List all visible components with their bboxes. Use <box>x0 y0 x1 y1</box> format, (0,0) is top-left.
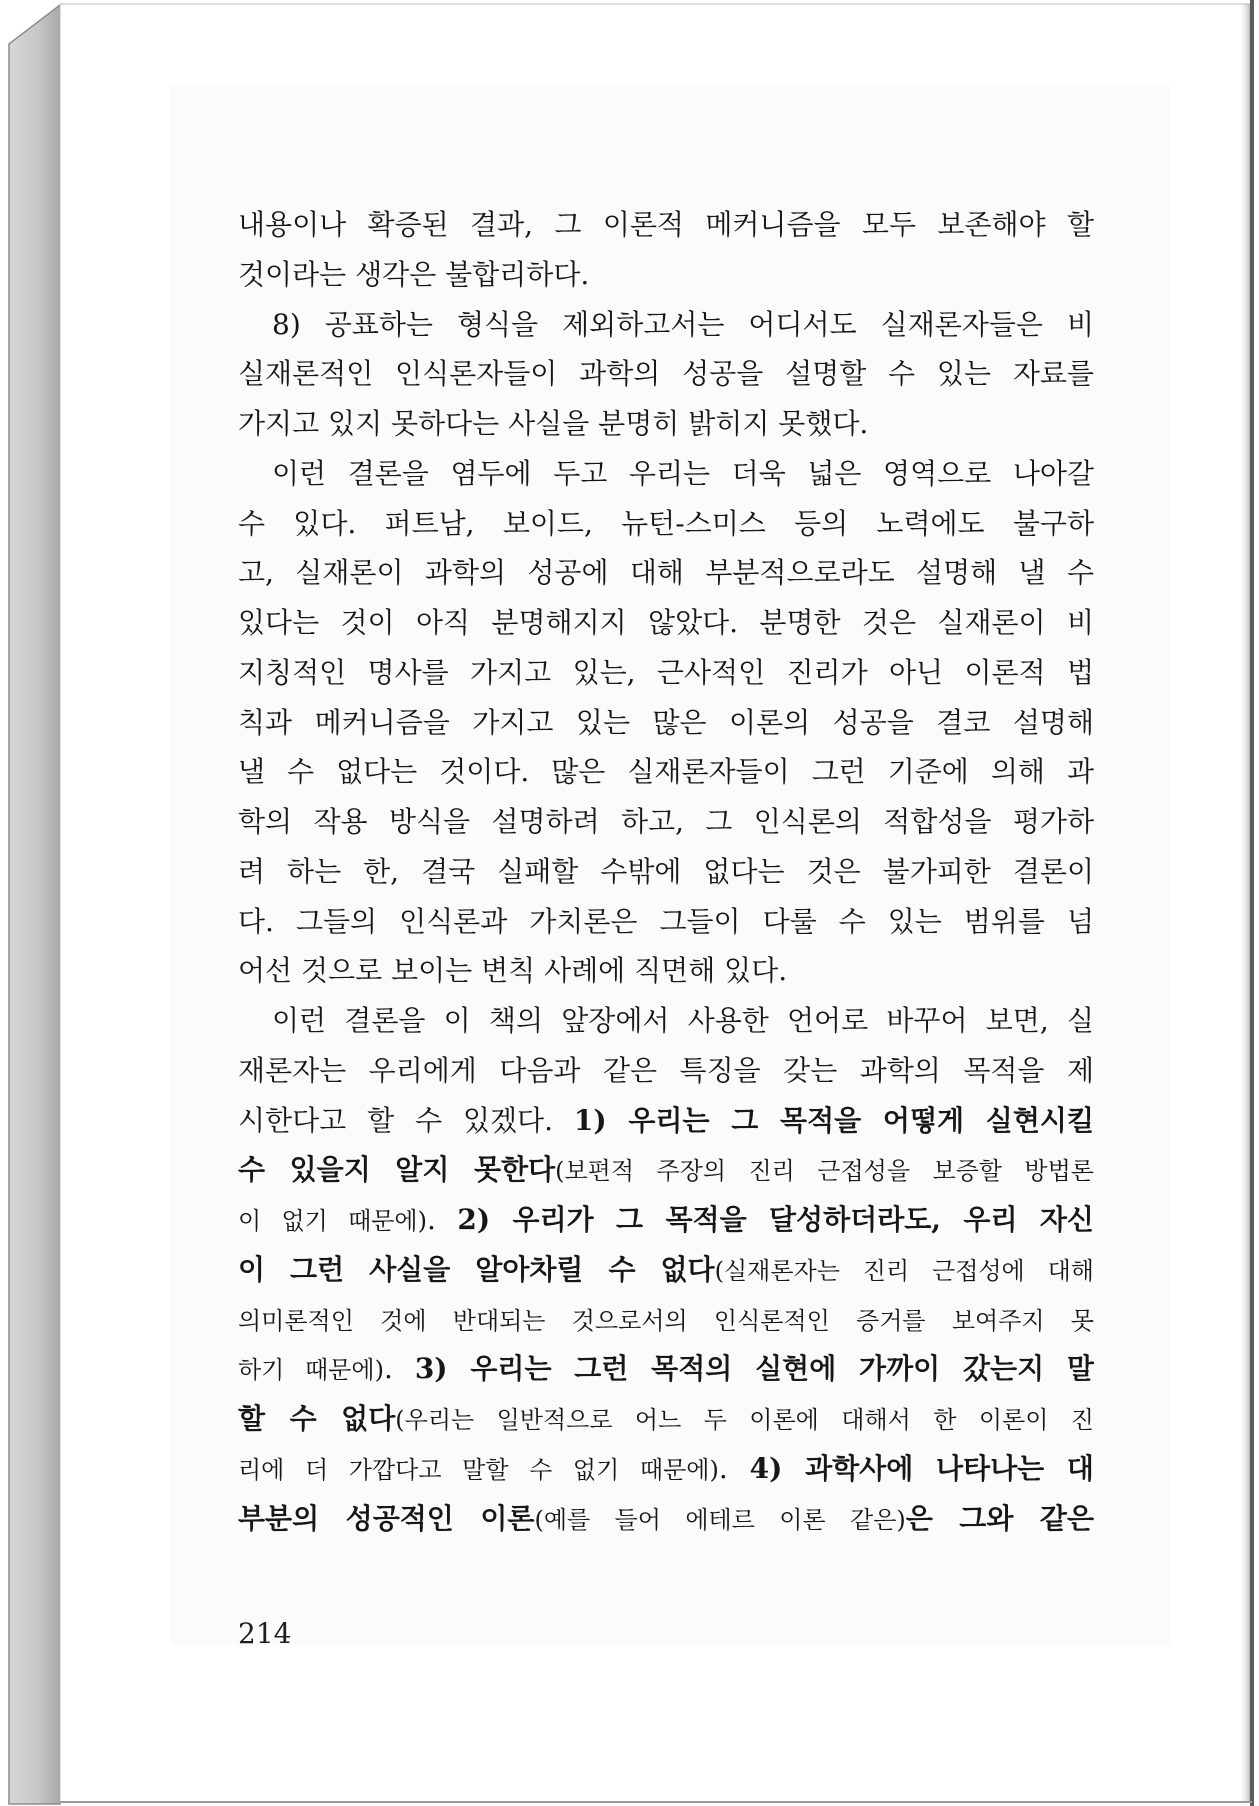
emphasis-text: 수 있을지 알지 못한다 <box>238 1153 556 1187</box>
parenthetical-note: 리에 더 가깝다고 말할 수 없기 때문에) <box>238 1455 719 1484</box>
text-segment: 이런 결론을 이 책의 앞장에서 사용한 언어로 바꾸어 보면, 실 <box>272 1004 1094 1037</box>
text-segment: 학의 작용 방식을 설명하려 하고, 그 인식론의 적합성을 평가하 <box>238 805 1094 838</box>
emphasis-text: 이 그런 사실을 알아차릴 수 없다 <box>238 1252 715 1286</box>
text-segment: 수 있다. 퍼트남, 보이드, 뉴턴-스미스 등의 노력에도 불구하 <box>238 506 1094 540</box>
text-line <box>238 598 1094 648</box>
text-line <box>238 1195 1094 1245</box>
text-line <box>238 349 1094 399</box>
page-right-shadow <box>1238 4 1250 1802</box>
text-line <box>238 1394 1094 1444</box>
text-line <box>238 897 1094 947</box>
emphasis-text: 은 그와 같은 <box>905 1501 1094 1535</box>
text-line <box>238 1046 1094 1096</box>
text-line <box>238 399 1094 449</box>
text-segment: . <box>426 1203 458 1236</box>
text-segment: 있다는 것이 아직 분명해지지 않았다. 분명한 것은 실재론이 비 <box>238 606 1094 639</box>
text-segment: 재론자는 우리에게 다음과 같은 특징을 갖는 과학의 목적을 제 <box>238 1053 1094 1087</box>
parenthetical-note: 이 없기 때문에) <box>238 1207 427 1235</box>
parenthetical-note: (우리는 일반적으로 어느 두 이론에 대해서 한 이론이 진 <box>395 1406 1094 1434</box>
emphasis-text: 3) 우리는 그런 목적의 실현에 가까이 갔는지 말 <box>414 1352 1094 1386</box>
text-segment: 실재론적인 인식론자들이 과학의 성공을 설명할 수 있는 자료를 <box>238 357 1094 391</box>
parenthetical-note: (보편적 주장의 진리 근접성을 보증할 방법론 <box>555 1157 1094 1186</box>
text-line <box>238 698 1094 748</box>
text-segment: 고, 실재론이 과학의 성공에 대해 부분적으로라도 설명해 낼 수 <box>238 556 1094 590</box>
emphasis-text: 1) 우리는 그 목적을 어떻게 실현시킬 <box>573 1103 1094 1137</box>
text-segment: 칙과 메커니즘을 가지고 있는 많은 이론의 성공을 결코 설명해 <box>238 705 1094 739</box>
text-line <box>238 300 1094 350</box>
text-line <box>238 1344 1094 1394</box>
text-segment: 내용이나 확증된 결과, 그 이론적 메커니즘을 모두 보존해야 할 <box>238 208 1094 241</box>
parenthetical-note: (예를 들어 에테르 이론 같은) <box>534 1505 906 1534</box>
text-segment: 어선 것으로 보이는 변칙 사례에 직면해 있다. <box>238 954 788 988</box>
body-text <box>238 200 1094 1543</box>
text-line <box>238 449 1094 499</box>
text-segment: 가지고 있지 못하다는 사실을 분명히 밝히지 못했다. <box>238 407 869 440</box>
text-segment: 8) 공표하는 형식을 제외하고서는 어디서도 실재론자들은 비 <box>272 307 1094 341</box>
parenthetical-note: 하기 때문에) <box>238 1356 384 1385</box>
emphasis-text: 4) 과학사에 나타나는 대 <box>749 1451 1094 1485</box>
text-line <box>238 499 1094 549</box>
text-segment: 이런 결론을 염두에 두고 우리는 더욱 넓은 영역으로 나아갈 <box>272 456 1094 490</box>
text-line <box>238 1494 1094 1544</box>
text-line <box>238 747 1094 797</box>
parenthetical-note: (실재론자는 진리 근접성에 대해 <box>714 1256 1094 1285</box>
emphasis-text: 부분의 성공적인 이론 <box>238 1501 535 1535</box>
text-line <box>238 648 1094 698</box>
text-segment: . <box>383 1352 415 1386</box>
text-line <box>238 847 1094 897</box>
text-line <box>238 946 1094 996</box>
text-line <box>238 1245 1094 1295</box>
text-segment: 시한다고 할 수 있겠다. <box>238 1103 574 1137</box>
emphasis-text: 2) 우리가 그 목적을 달성하더라도, 우리 자신 <box>457 1203 1094 1236</box>
text-segment: . <box>718 1451 750 1485</box>
page-number: 214 <box>238 1617 292 1650</box>
parenthetical-note: 의미론적인 것에 반대되는 것으로서의 인식론적인 증거를 보여주지 못 <box>238 1306 1094 1335</box>
text-segment: 낼 수 없다는 것이다. 많은 실재론자들이 그런 기준에 의해 과 <box>238 755 1094 789</box>
text-line <box>238 1295 1094 1345</box>
text-line <box>238 996 1094 1046</box>
text-line <box>238 200 1094 250</box>
text-segment: 지칭적인 명사를 가지고 있는, 근사적인 진리가 아닌 이론적 법 <box>238 655 1094 689</box>
text-segment: 것이라는 생각은 불합리하다. <box>238 257 590 291</box>
text-line <box>238 548 1094 598</box>
text-line <box>238 250 1094 300</box>
text-segment: 려 하는 한, 결국 실패할 수밖에 없다는 것은 불가피한 결론이 <box>238 854 1094 888</box>
text-line <box>238 1145 1094 1195</box>
book-side-edge <box>9 5 60 1804</box>
text-line <box>238 1444 1094 1494</box>
page-right-edge <box>1250 0 1254 1806</box>
emphasis-text: 할 수 없다 <box>238 1402 396 1435</box>
text-line <box>238 1096 1094 1146</box>
text-line <box>238 797 1094 847</box>
text-segment: 다. 그들의 인식론과 가치론은 그들이 다룰 수 있는 범위를 넘 <box>238 904 1094 938</box>
